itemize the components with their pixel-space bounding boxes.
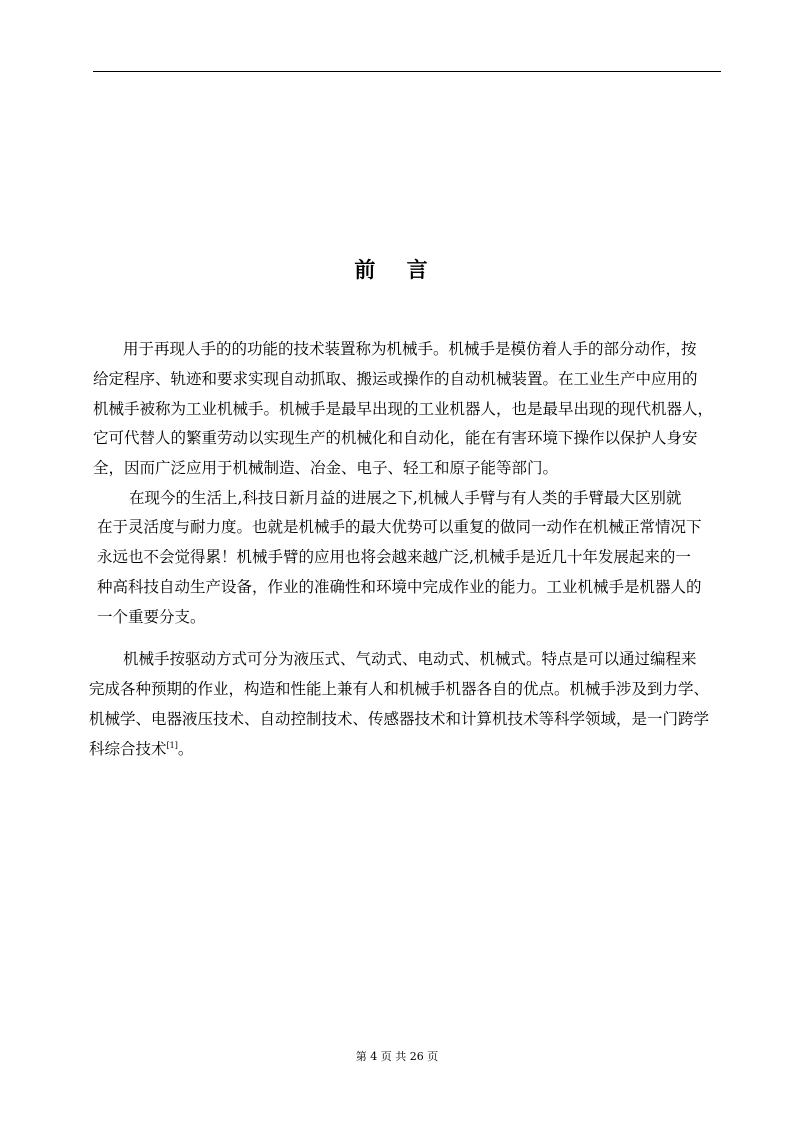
- paragraph-2-line-1: 在现今的生活上,科技日新月益的进展之下,机械人手臂与有人类的手臂最大区别就: [129, 489, 682, 507]
- paragraph-2-line-2: 在于灵活度与耐力度。也就是机械手的最大优势可以重复的做同一动作在机械正常情况下: [97, 518, 702, 536]
- paragraph-3-line-4: [89, 735, 193, 763]
- page-number-label: 第 4 页 共 26 页: [355, 1050, 439, 1063]
- paragraph-3-line-4-text: 科综合技术: [89, 740, 167, 758]
- paragraph-1-line-1: 用于再现人手的的功能的技术装置称为机械手。机械手是模仿着人手的部分动作，按: [123, 340, 697, 358]
- paragraph-2-line-5: 一个重要分支。: [97, 608, 206, 626]
- paragraph-1-line-5: 全，因而广泛应用于机械制造、冶金、电子、轻工和原子能等部门。: [93, 459, 559, 477]
- paragraph-3-line-3: 机械学、电器液压技术、自动控制技术、传感器技术和计算机技术等科学领域，是一门跨学: [89, 710, 710, 728]
- paragraph-2-line-3: 永远也不会觉得累！机械手臂的应用也将会越来越广泛,机械手是近几十年发展起来的一: [97, 548, 691, 566]
- header-rule: [93, 71, 721, 72]
- paragraph-3-line-2: 完成各种预期的作业，构造和性能上兼有人和机械手机器各自的优点。机械手涉及到力学、: [89, 680, 710, 698]
- paragraph-2-line-4: 种高科技自动生产设备，作业的准确性和环境中完成作业的能力。工业机械手是机器人的: [97, 578, 702, 596]
- page-title: 前 言: [354, 258, 440, 282]
- citation-marker: [1]: [166, 740, 178, 750]
- paragraph-3-end-mark: 。: [177, 740, 194, 758]
- paragraph-1-line-2: 给定程序、轨迹和要求实现自动抓取、搬运或操作的自动机械装置。在工业生产中应用的: [93, 370, 698, 388]
- page-footer: [0, 1050, 794, 1064]
- paragraph-1-line-3: 机械手被称为工业机械手。机械手是最早出现的工业机器人，也是最早出现的现代机器人，: [93, 400, 714, 418]
- paragraph-3-line-1: 机械手按驱动方式可分为液压式、气动式、电动式、机械式。特点是可以通过编程来: [123, 650, 697, 668]
- paragraph-1-line-4: 它可代替人的繁重劳动以实现生产的机械化和自动化，能在有害环境下操作以保护人身安: [93, 429, 698, 447]
